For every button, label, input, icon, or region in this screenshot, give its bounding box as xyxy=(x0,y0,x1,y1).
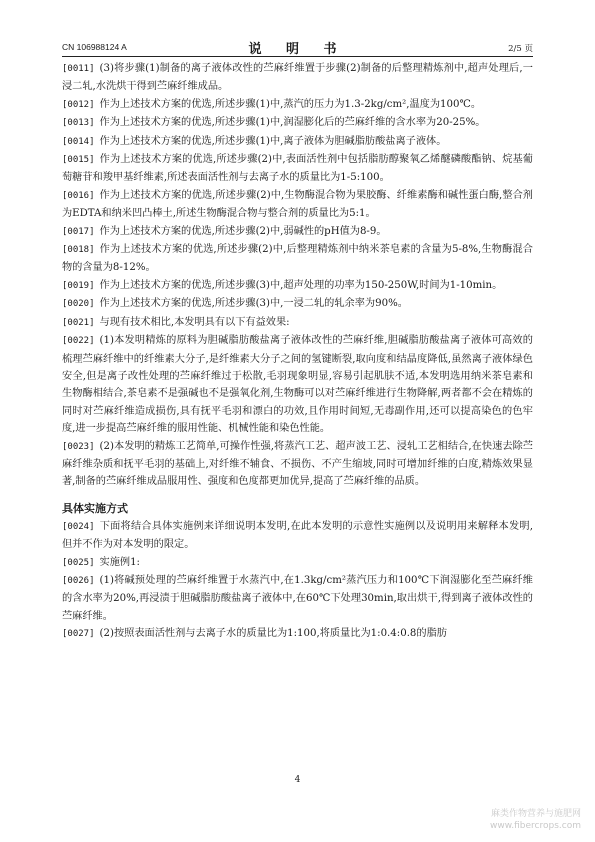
paragraph-number: [0024] xyxy=(62,521,95,532)
paragraph-text: (3)将步骤(1)制备的离子液体改性的苎麻纤维置于步骤(2)制备的后整理精炼剂中,超声处理后,一浸二轧,水洗烘干得到苎麻纤维成品。 xyxy=(62,63,533,93)
paragraph xyxy=(62,572,533,625)
paragraph xyxy=(62,277,533,295)
paragraph-text: 下面将结合具体实施例来详细说明本发明,在此本发明的示意性实施例以及说明用来解释本发明,但并不作为对本发明的限定。 xyxy=(62,520,533,551)
paragraph-number: [0015] xyxy=(62,155,95,166)
paragraph-text: 作为上述技术方案的优选,所述步骤(1)中,润湿膨化后的苎麻纤维的含水率为20-25%。 xyxy=(99,117,486,129)
paragraph xyxy=(62,96,533,114)
paragraph-number: [0022] xyxy=(62,336,95,347)
paragraph-number: [0027] xyxy=(62,629,95,640)
paragraph-number: [0026] xyxy=(62,575,95,586)
paragraph-text: (2)按照表面活性剂与去离子水的质量比为1:100,将质量比为1:0.4:0.8的脂肪 xyxy=(99,628,447,640)
page-number: 4 xyxy=(294,775,301,785)
paragraph-text: 作为上述技术方案的优选,所述步骤(2)中,弱碱性的pH值为8-9。 xyxy=(99,225,387,237)
paragraph-number: [0011] xyxy=(62,64,95,74)
section-title: 具体实施方式 xyxy=(62,501,128,515)
paragraph xyxy=(62,554,533,572)
paragraph xyxy=(62,60,533,96)
paragraph-text: (1)将碱预处理的苎麻纤维置于水蒸汽中,在1.3kg/cm²蒸汽压力和100℃下润湿膨化至苎麻纤维的含水率为20%,再浸渍于胆碱脂肪酸盐离子液体中,在60℃下处理30min,取出烘干,得到离子液体改性的苎麻纤维。 xyxy=(62,574,533,622)
paragraph-number: [0020] xyxy=(62,299,95,310)
paragraph-number: [0021] xyxy=(62,317,95,328)
paragraph-text: 作为上述技术方案的优选,所述步骤(3)中,一浸二轧的轧余率为90%。 xyxy=(99,298,408,310)
paragraph xyxy=(62,295,533,313)
paragraph xyxy=(62,314,533,332)
watermark-line-2: www.fibercrops.com xyxy=(490,821,581,831)
page-info: 2/5 页 xyxy=(508,44,533,54)
paragraph-number: [0016] xyxy=(62,190,95,201)
paragraph-text: (1)本发明精炼的原料为胆碱脂肪酸盐离子液体改性的苎麻纤维,胆碱脂肪酸盐离子液体可高效的梳理苎麻纤维中的纤维素大分子,是纤维素大分子之间的氢键断裂,取向度和结晶度降低,虽然离子液体绿色安全,但是离子改性处理的苎麻纤维过于松散,毛羽现象明显,容易引起肌肤不适,本发明选用纳米茶皂素和生物酶相结合,茶皂素不是强碱也不是强氧化剂,生物酶可以对苎麻纤维进行生物降解,两者都不会在精炼的同时对苎麻纤维造成损伤,具有抚平毛羽和漂白的功效,且作用时间短,无毒副作用,还可以提高染色的色牢度,进一步提高苎麻纤维的服用性能、机械性能和染色性能。 xyxy=(62,335,533,435)
paragraph-group-top xyxy=(62,60,533,491)
paragraph xyxy=(62,114,533,132)
page-header xyxy=(62,36,533,57)
document-title: 说 明 书 xyxy=(248,42,347,57)
paragraph-number: [0018] xyxy=(62,245,95,256)
paragraph xyxy=(62,223,533,241)
paragraph-text: 作为上述技术方案的优选,所述步骤(1)中,离子液体为胆碱脂肪酸盐离子液体。 xyxy=(99,135,447,147)
paragraph-number: [0013] xyxy=(62,118,95,129)
document-body xyxy=(62,60,533,644)
paragraph xyxy=(62,241,533,277)
paragraph-text: 作为上述技术方案的优选,所述步骤(2)中,表面活性剂中包括脂肪醇聚氧乙烯醚磷酸酯钠、烷基葡萄糖苷和羧甲基纤维素,所述表面活性剂与去离子水的质量比为1-5:100。 xyxy=(62,154,533,184)
paragraph-text: 与现有技术相比,本发明具有以下有益效果: xyxy=(99,316,290,328)
publication-number: CN 106988124 A xyxy=(62,42,127,52)
paragraph-number: [0012] xyxy=(62,99,95,110)
paragraph-group-bottom xyxy=(62,518,533,644)
paragraph-number: [0019] xyxy=(62,280,95,291)
watermark-line-1: 麻类作物营养与施肥网 xyxy=(490,809,581,819)
paragraph xyxy=(62,332,533,437)
paragraph-number: [0017] xyxy=(62,226,95,237)
site-watermark xyxy=(490,808,581,832)
paragraph-number: [0025] xyxy=(62,557,95,568)
paragraph xyxy=(62,133,533,151)
paragraph xyxy=(62,151,533,187)
paragraph-text: 作为上述技术方案的优选,所述步骤(3)中,超声处理的功率为150-250W,时间为1-10min。 xyxy=(99,279,503,291)
paragraph-number: [0023] xyxy=(62,441,95,452)
paragraph-text: (2)本发明的精炼工艺简单,可操作性强,将蒸汽工艺、超声波工艺、浸轧工艺相结合,在快速去除苎麻纤维杂质和抚平毛羽的基础上,对纤维不辅食、不损伤、不产生缩坡,同时可增加纤维的白度,精炼效果显著,制备的苎麻纤维成品服用性、强度和色度都更加优异,提高了苎麻纤维的品质。 xyxy=(62,440,533,488)
paragraph-number: [0014] xyxy=(62,136,95,147)
paragraph-text: 作为上述技术方案的优选,所述步骤(1)中,蒸汽的压力为1.3-2kg/cm²,温度为100℃。 xyxy=(99,98,482,110)
paragraph xyxy=(62,438,533,491)
paragraph xyxy=(62,518,533,554)
paragraph-text: 作为上述技术方案的优选,所述步骤(2)中,生物酶混合物为果胶酶、纤维素酶和碱性蛋白酶,整合剂为EDTA和纳米凹凸棒土,所述生物酶混合物与整合剂的质量比为5:1。 xyxy=(62,189,533,220)
paragraph-text: 实施例1: xyxy=(99,556,140,568)
paragraph xyxy=(62,625,533,643)
paragraph xyxy=(62,187,533,223)
paragraph-text: 作为上述技术方案的优选,所述步骤(2)中,后整理精炼剂中纳米茶皂素的含量为5-8%,生物酶混合物的含量为8-12%。 xyxy=(62,244,533,274)
